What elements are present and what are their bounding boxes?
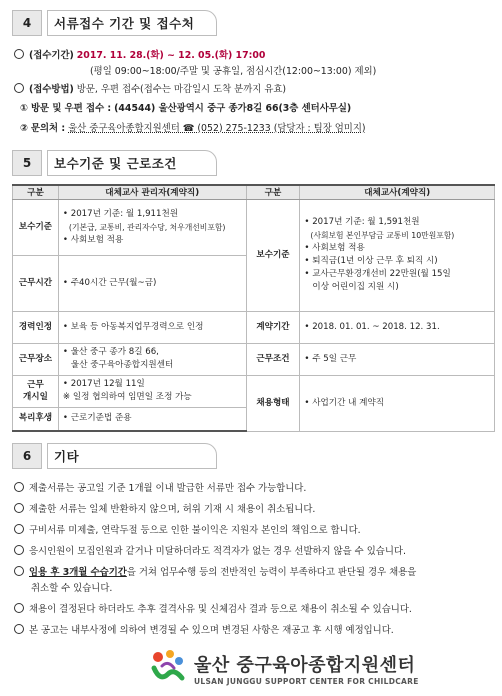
period-line bbox=[14, 47, 265, 61]
method-line bbox=[14, 81, 286, 95]
row-key: 근무시간 bbox=[13, 255, 59, 311]
row-key: 근무조건 bbox=[246, 343, 300, 375]
circle-bullet-icon bbox=[14, 503, 24, 513]
notice-text: 을 거쳐 업무수행 등의 전반적인 능력이 부족하다고 판단될 경우 채용을 bbox=[126, 567, 417, 578]
circle-bullet-icon bbox=[14, 624, 24, 634]
notice-text-emphasis: 임용 후 3개월 수습기간 bbox=[29, 567, 127, 578]
row-value bbox=[300, 199, 495, 311]
contact-label: 문의처 : bbox=[30, 123, 66, 134]
notice-text: 채용이 결정된다 하더라도 추후 결격사유 및 신체검사 결과 등으로 채용이 취소될 수 있습니다. bbox=[29, 604, 412, 615]
table-header: 대체교사 관리자(계약직) bbox=[58, 185, 246, 199]
notice-item bbox=[14, 564, 416, 578]
notice-item bbox=[14, 601, 412, 615]
section-title: 서류접수 기간 및 접수처 bbox=[47, 10, 217, 36]
row-key: 근무장소 bbox=[13, 343, 59, 375]
cell-line: • 2017년 12월 11일 bbox=[62, 379, 145, 389]
section-5-header bbox=[12, 150, 217, 176]
table-row bbox=[13, 375, 495, 407]
row-value bbox=[58, 199, 246, 255]
section-number: 4 bbox=[12, 10, 42, 36]
notice-text-continued: 취소할 수 있습니다. bbox=[31, 583, 113, 594]
period-value: 2017. 11. 28.(화) ~ 12. 05.(화) 17:00 bbox=[76, 50, 266, 61]
cell-line: • 교사근무환경개선비 22만원(월 15일 bbox=[304, 269, 451, 279]
conditions-table bbox=[12, 184, 495, 432]
cell-line: • 2017년 기준: 월 1,911천원 bbox=[62, 208, 179, 219]
footer-logo bbox=[148, 648, 419, 688]
table-row bbox=[13, 199, 495, 255]
row-key: 채용형태 bbox=[246, 375, 300, 431]
circle-bullet-icon bbox=[14, 49, 24, 59]
center-logo-icon bbox=[148, 648, 188, 688]
period-label: (접수기간) bbox=[29, 50, 74, 61]
row-value: • 주 5일 근무 bbox=[300, 343, 495, 375]
section-number: 6 bbox=[12, 443, 42, 469]
table-header-row bbox=[13, 185, 495, 199]
section-4-header bbox=[12, 10, 217, 36]
row-value bbox=[58, 343, 246, 375]
cell-line: (사회보험 본인부담금 교통비 10만원포함) bbox=[310, 231, 455, 240]
section-number: 5 bbox=[12, 150, 42, 176]
row-key: 계약기간 bbox=[246, 311, 300, 343]
contact-value: 울산 중구육아종합지원센터 ☎ (052) 275-1233 (담당자 : 팀장 엄미지) bbox=[68, 123, 366, 134]
row-value: • 2018. 01. 01. ~ 2018. 12. 31. bbox=[300, 311, 495, 343]
cell-line: • 퇴직금(1년 이상 근무 후 퇴직 시) bbox=[304, 256, 438, 266]
circle-bullet-icon bbox=[14, 524, 24, 534]
circle-bullet-icon bbox=[14, 545, 24, 555]
row-value: • 보육 등 아동복지업무경력으로 인정 bbox=[58, 311, 246, 343]
contact-line bbox=[20, 120, 366, 134]
circle-bullet-icon bbox=[14, 482, 24, 492]
row-key: 보수기준 bbox=[246, 199, 300, 311]
circle-bullet-icon bbox=[14, 566, 24, 576]
notice-text: 제출서류는 공고일 기준 1개월 이내 발급한 서류만 접수 가능합니다. bbox=[29, 483, 307, 494]
table-row bbox=[13, 311, 495, 343]
circle-bullet-icon bbox=[14, 603, 24, 613]
section-title: 보수기준 및 근로조건 bbox=[47, 150, 217, 176]
notice-text: 응시인원이 모집인원과 같거나 미달하더라도 적격자가 없는 경우 선발하지 않을 수 있습니다. bbox=[29, 546, 406, 557]
cell-line: 이상 어린이집 지원 시) bbox=[312, 282, 399, 292]
section-6-header bbox=[12, 443, 217, 469]
notice-text: 구비서류 미제출, 연락두절 등으로 인한 불이익은 지원자 본인의 책임으로 합니다. bbox=[29, 525, 361, 536]
row-key: 보수기준 bbox=[13, 199, 59, 255]
section-title: 기타 bbox=[47, 443, 217, 469]
row-key: 경력인정 bbox=[13, 311, 59, 343]
contact-number: ② bbox=[20, 123, 28, 134]
notice-item bbox=[14, 480, 306, 494]
notice-item bbox=[14, 543, 406, 557]
table-header: 구분 bbox=[246, 185, 300, 199]
cell-line: (기본급, 교통비, 관리자수당, 처우개선비포함) bbox=[68, 222, 226, 232]
cell-line: • 사회보험 적용 bbox=[304, 243, 365, 253]
notice-item bbox=[14, 522, 361, 536]
cell-line: • 2017년 기준: 월 1,591천원 bbox=[304, 217, 420, 227]
cell-line: 울산 중구육아종합지원센터 bbox=[70, 360, 174, 370]
address-line bbox=[20, 100, 351, 114]
period-note: (평일 09:00~18:00/주말 및 공휴일, 점심시간(12:00~13:00) 제외) bbox=[90, 66, 377, 77]
row-key: 근무 개시일 bbox=[13, 375, 59, 407]
cell-line: • 사회보험 적용 bbox=[62, 234, 124, 245]
method-label: (접수방법) bbox=[29, 84, 74, 95]
org-name-english: ULSAN JUNGGU SUPPORT CENTER FOR CHILDCARE bbox=[194, 676, 419, 686]
circle-bullet-icon bbox=[14, 83, 24, 93]
notice-text: 본 공고는 내부사정에 의하여 변경될 수 있으며 변경된 사항은 재공고 후 시행 예정입니다. bbox=[29, 625, 394, 636]
cell-line: ※ 일정 협의하여 임면일 조정 가능 bbox=[62, 392, 192, 402]
notice-item bbox=[14, 501, 315, 515]
cell-line: • 울산 중구 종가 8길 66, bbox=[62, 347, 159, 357]
row-value: • 주40시간 근무(월~금) bbox=[58, 255, 246, 311]
org-name: 울산 중구육아종합지원센터 bbox=[194, 654, 416, 676]
address-value: (44544) 울산광역시 중구 종가8길 66(3층 센터사무실) bbox=[114, 103, 352, 114]
notice-text: 제출한 서류는 일체 반환하지 않으며, 허위 기재 시 채용이 취소됩니다. bbox=[29, 504, 316, 515]
table-header: 구분 bbox=[13, 185, 59, 199]
row-value: • 근로기준법 준용 bbox=[58, 407, 246, 431]
address-label: 방문 및 우편 접수 : bbox=[30, 103, 112, 114]
row-value: • 사업기간 내 계약직 bbox=[300, 375, 495, 431]
table-row bbox=[13, 343, 495, 375]
address-number: ① bbox=[20, 103, 28, 114]
notice-item bbox=[14, 622, 394, 636]
row-value bbox=[58, 375, 246, 407]
method-value: 방문, 우편 접수(접수는 마감일시 도착 분까지 유효) bbox=[76, 84, 287, 95]
table-header: 대체교사(계약직) bbox=[300, 185, 495, 199]
row-key: 복리후생 bbox=[13, 407, 59, 431]
